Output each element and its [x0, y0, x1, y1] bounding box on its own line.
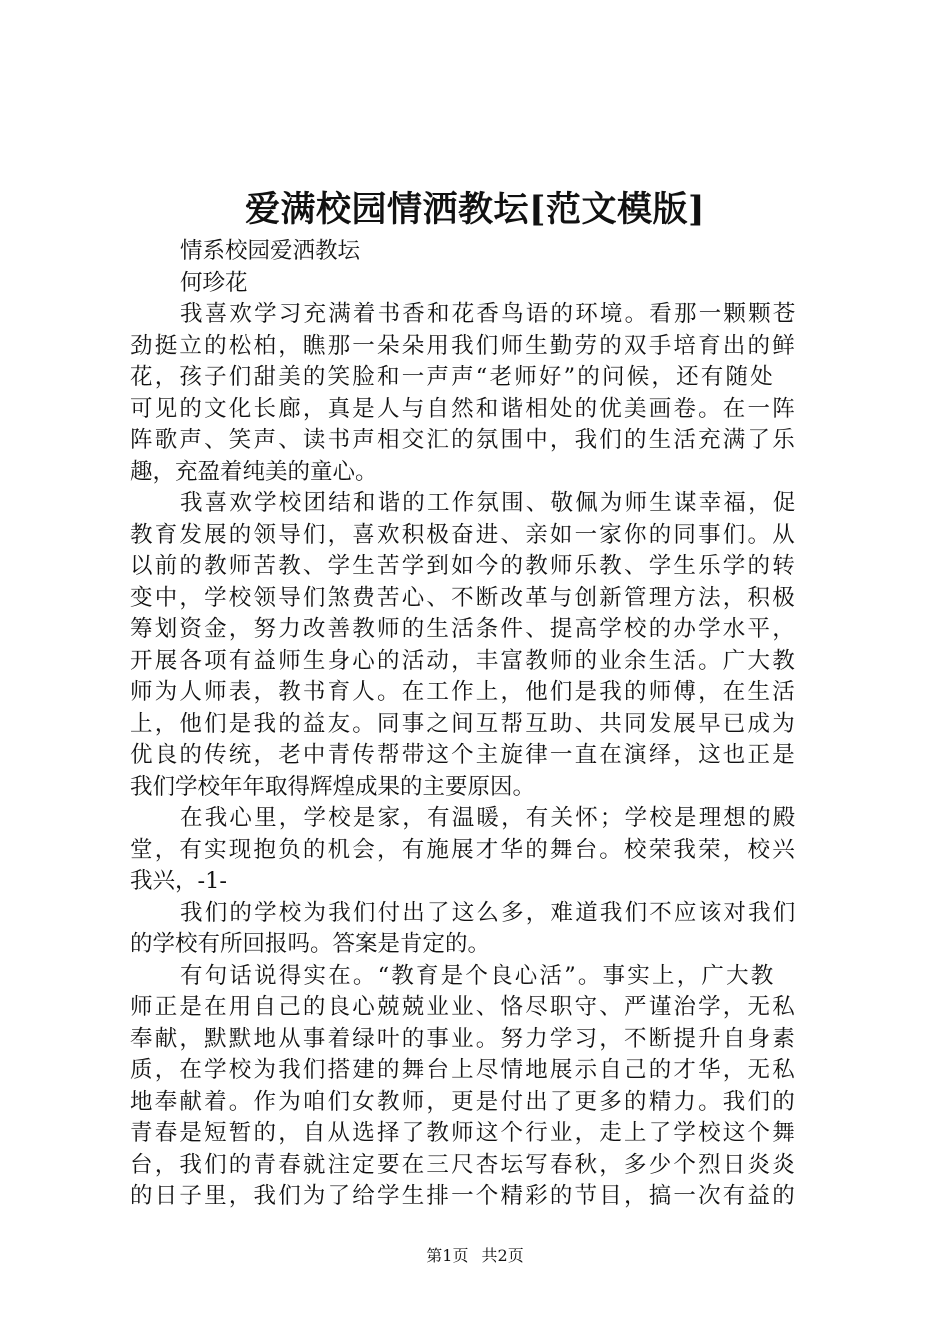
- body-line: 以前的教师苦教、学生苦学到如今的教师乐教、学生乐学的转: [130, 553, 797, 579]
- body-line: 我喜欢学习充满着书香和花香鸟语的环境。看那一颗颗苍: [180, 301, 798, 327]
- body-line: 台，我们的青春就注定要在三尺杏坛写春秋，多少个烈日炎炎: [130, 1151, 797, 1178]
- body-line: 花，孩子们甜美的笑脸和一声声“老师好”的问候，还有随处: [130, 364, 775, 390]
- body-line: 堂，有实现抱负的机会，有施展才华的舞台。校荣我荣，校兴: [130, 836, 797, 863]
- body-line: 筹划资金，努力改善教师的生活条件、提高学校的办学水平，: [130, 616, 797, 642]
- body-line: 的日子里，我们为了给学生排一个精彩的节目，搞一次有益的: [130, 1183, 797, 1209]
- body-line: 我们的学校为我们付出了这么多，难道我们不应该对我们: [180, 899, 798, 926]
- body-line: 的学校有所回报吗。答案是肯定的。: [130, 931, 491, 957]
- body-line: 教育发展的领导们，喜欢积极奋进、亲如一家你的同事们。从: [130, 521, 797, 548]
- body-line: 我们学校年年取得辉煌成果的主要原因。: [130, 773, 536, 800]
- body-line: 地奉献着。作为咱们女教师，更是付出了更多的精力。我们的: [130, 1088, 797, 1115]
- body-line: 质，在学校为我们搭建的舞台上尽情地展示自己的才华，无私: [130, 1057, 797, 1083]
- body-line: 奉献，默默地从事着绿叶的事业。努力学习，不断提升自身素: [130, 1025, 797, 1052]
- page-number-total: 共2页: [481, 1246, 524, 1265]
- body-line: 有句话说得实在。“教育是个良心活”。事实上，广大教: [180, 962, 776, 989]
- document-title: 爱满校园情洒教坛[范文模版]: [244, 189, 706, 230]
- page-footer: [0, 1245, 950, 1267]
- body-line: 优良的传统，老中青传帮带这个主旋律一直在演绎，这也正是: [130, 742, 797, 768]
- body-line: 师正是在用自己的良心兢兢业业、恪尽职守、严谨治学，无私: [130, 994, 797, 1020]
- body-line: 师为人师表，教书育人。在工作上，他们是我的师傅，在生活: [130, 679, 797, 705]
- body-line: 劲挺立的松柏，瞧那一朵朵用我们师生勤劳的双手培育出的鲜: [130, 332, 797, 359]
- body-line: 变中，学校领导们煞费苦心、不断改革与创新管理方法，积极: [130, 584, 797, 611]
- document-body: [130, 236, 830, 1213]
- body-line: 趣，充盈着纯美的童心。: [130, 458, 378, 485]
- body-line: 上，他们是我的益友。同事之间互帮互助、共同发展早已成为: [130, 710, 797, 737]
- body-line: 青春是短暂的，自从选择了教师这个行业，走上了学校这个舞: [130, 1120, 797, 1146]
- body-line: 我兴，-1-: [130, 868, 228, 894]
- page-number-current: 第1页: [426, 1246, 469, 1265]
- body-line: 情系校园爱洒教坛: [180, 238, 361, 264]
- body-line: 可见的文化长廊，真是人与自然和谐相处的优美画卷。在一阵: [130, 395, 797, 422]
- body-line: 在我心里，学校是家，有温暖，有关怀；学校是理想的殿: [180, 805, 798, 831]
- body-line: 何珍花: [180, 269, 248, 296]
- body-line: 阵歌声、笑声、读书声相交汇的氛围中，我们的生活充满了乐: [130, 427, 797, 453]
- body-line: 开展各项有益师生身心的活动，丰富教师的业余生活。广大教: [130, 647, 797, 674]
- body-line: 我喜欢学校团结和谐的工作氛围、敬佩为师生谋幸福，促: [180, 490, 798, 516]
